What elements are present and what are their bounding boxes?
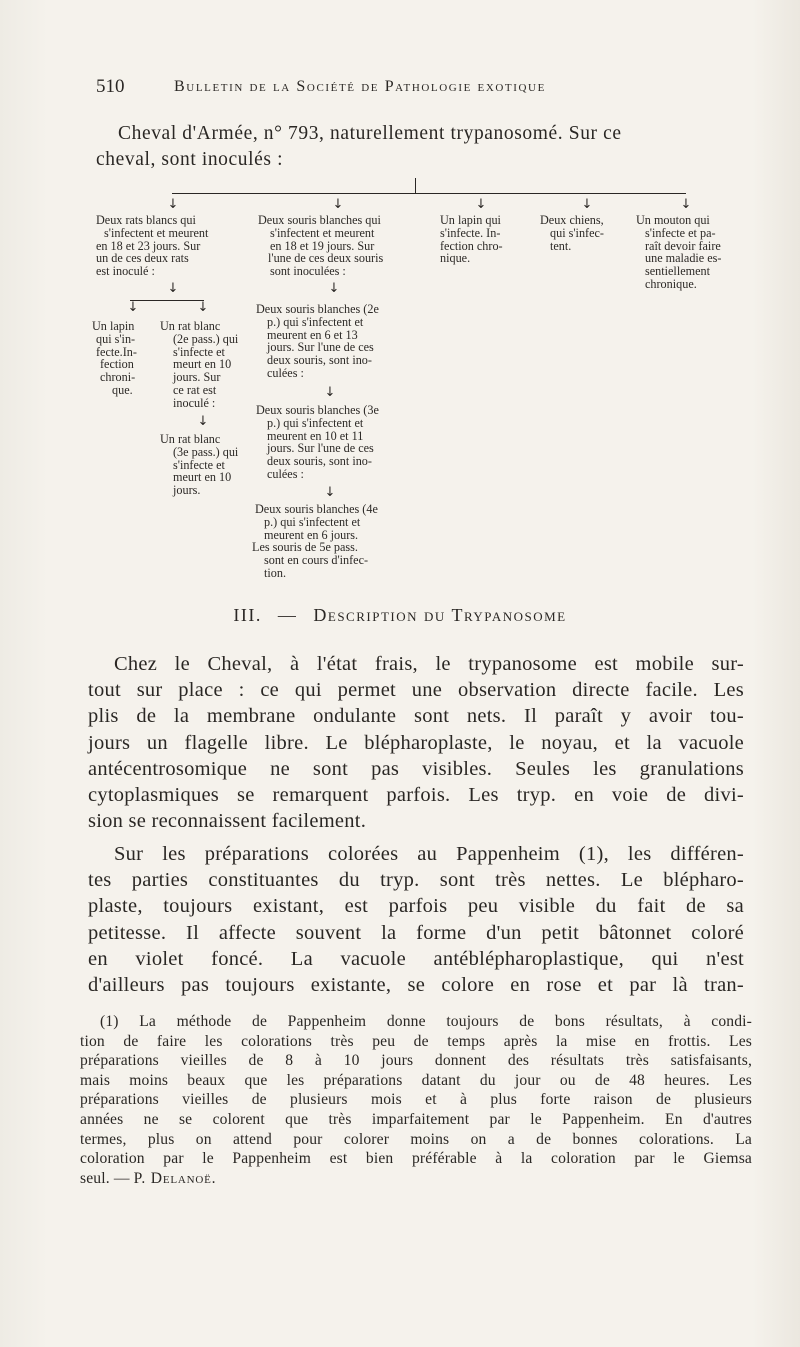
page-number: 510 — [96, 76, 125, 97]
tree-branch-line — [130, 300, 204, 301]
tree-trunk-line — [415, 178, 416, 194]
node-rat-3e: Un rat blanc (3e pass.) qui s'infecte et meurt en 10 jours. — [160, 432, 239, 498]
node-souris-2e: Deux souris blanches (2e p.) qui s'infectent et meurent en 6 et 13 jours. Sur l'une de ces deux souris, sont ino- culées : — [256, 302, 379, 380]
intro-line: cheval, sont inoculés : — [96, 149, 284, 170]
section-heading — [0, 605, 800, 626]
footnote-line: années ne se colorent que très imparfaitement par le Pappenheim. En d'autres — [80, 1110, 752, 1128]
node-souris-3e: Deux souris blanches (3e p.) qui s'infectent et meurent en 10 et 11 jours. Sur l'une de ces deux souris, sont ino- culées : — [256, 403, 379, 481]
intro-line: Cheval d'Armée, n° 793, naturellement trypanosomé. Sur ce — [118, 123, 622, 144]
node-lapin-rat: Un lapin qui s'in- fecte.In- fection chroni- que. — [92, 319, 137, 397]
tree-arrow: ↓ — [197, 300, 209, 315]
text-line: plis de la membrane ondulante sont nets. Il paraît y avoir tou- — [88, 705, 744, 728]
footnote-line: termes, plus on attend pour colorer moins on a de bonnes colorations. La — [80, 1130, 752, 1148]
section-title: Description du Trypanosome — [313, 605, 567, 625]
text-line: sion se reconnaissent facilement. — [88, 810, 367, 833]
node-rats: Deux rats blancs qui s'infectent et meurent en 18 et 23 jours. Sur un de ces deux rats est inoculé : — [96, 213, 209, 279]
tree-arrow: ↓ — [324, 385, 336, 400]
node-souris: Deux souris blanches qui s'infectent et meurent en 18 et 19 jours. Sur l'une de ces deux souris sont inoculées : — [258, 213, 384, 279]
footnote-author: P. Delanoë. — [133, 1169, 217, 1187]
footnote-line: mais moins beaux que les préparations datant du jour ou de 48 heures. Les — [80, 1071, 752, 1089]
text-line: en violet foncé. La vacuole antéblépharoplastique, qui n'est — [88, 947, 744, 970]
text-line: tes parties constituantes du tryp. sont très nettes. Le blépharo- — [88, 869, 744, 892]
tree-arrow: ↓ — [167, 281, 179, 296]
text-line: jours un flagelle libre. Le blépharoplaste, le noyau, et la vacuole — [88, 731, 744, 754]
tree-arrow: ↓ — [680, 197, 692, 212]
footnote-line: coloration par le Pappenheim est bien préférable à la coloration par le Giemsa — [80, 1150, 752, 1168]
inoculation-tree — [0, 0, 800, 600]
tree-arrow: ↓ — [167, 197, 179, 212]
tree-arrow: ↓ — [197, 414, 209, 429]
footnote-line: tion de faire les colorations très peu de temps après la mise en frottis. Les — [80, 1032, 752, 1050]
text-line: plaste, toujours existant, est parfois peu visible du fait de sa — [88, 895, 744, 918]
text-line: tout sur place : ce qui permet une observation directe facile. Les — [88, 679, 744, 702]
tree-arrow: ↓ — [328, 281, 340, 296]
footnote-line: préparations vieilles de 8 à 10 jours donnent des résultats très satisfaisants, — [80, 1052, 752, 1070]
text-line: d'ailleurs pas toujours existante, se colore en rose et par là tran- — [88, 974, 744, 997]
tree-arrow: ↓ — [475, 197, 487, 212]
paragraph-fresh-state — [88, 651, 744, 834]
text-line: petitesse. Il affecte souvent la forme d'un petit bâtonnet coloré — [88, 921, 744, 944]
node-chiens: Deux chiens, qui s'infec- tent. — [540, 213, 604, 253]
tree-arrow: ↓ — [581, 197, 593, 212]
footnote-last-line — [80, 1169, 752, 1189]
footnote — [80, 1012, 752, 1188]
section-numeral: III. — [233, 605, 262, 625]
node-rat-2e: Un rat blanc (2e pass.) qui s'infecte et meurt en 10 jours. Sur ce rat est inoculé : — [160, 319, 239, 410]
tree-arrow: ↓ — [324, 485, 336, 500]
footnote-line: préparations vieilles de plusieurs mois et à plus forte raison de plusieurs — [80, 1091, 752, 1109]
text-line: Sur les préparations colorées au Pappenheim (1), les différen- — [114, 843, 744, 865]
footnote-line: (1) La méthode de Pappenheim donne toujours de bons résultats, à condi- — [100, 1013, 752, 1030]
text-line: Chez le Cheval, à l'état frais, le trypanosome est mobile sur- — [114, 653, 744, 675]
running-title: Bulletin de la Société de Pathologie exotique — [174, 78, 546, 95]
section-dash: — — [277, 605, 298, 625]
tree-arrow: ↓ — [127, 300, 139, 315]
text-line: antécentrosomique ne sont pas visibles. Seules les granulations — [88, 757, 744, 780]
node-lapin: Un lapin qui s'infecte. In- fection chro- nique. — [440, 213, 503, 266]
paragraph-stained — [88, 841, 744, 998]
tree-arrow: ↓ — [332, 197, 344, 212]
node-mouton: Un mouton qui s'infecte et pa- raît devoir faire une maladie es- sentiellement chronique. — [636, 213, 722, 291]
node-souris-4e: Deux souris blanches (4e p.) qui s'infectent et meurent en 6 jours. Les souris de 5e pass. sont en cours d'infec- tion. — [252, 502, 378, 580]
tree-branch-line — [172, 193, 686, 194]
text-line: cytoplasmiques se remarquent parfois. Les tryp. en voie de divi- — [88, 784, 744, 807]
footnote-tail: seul. — — [80, 1169, 130, 1187]
